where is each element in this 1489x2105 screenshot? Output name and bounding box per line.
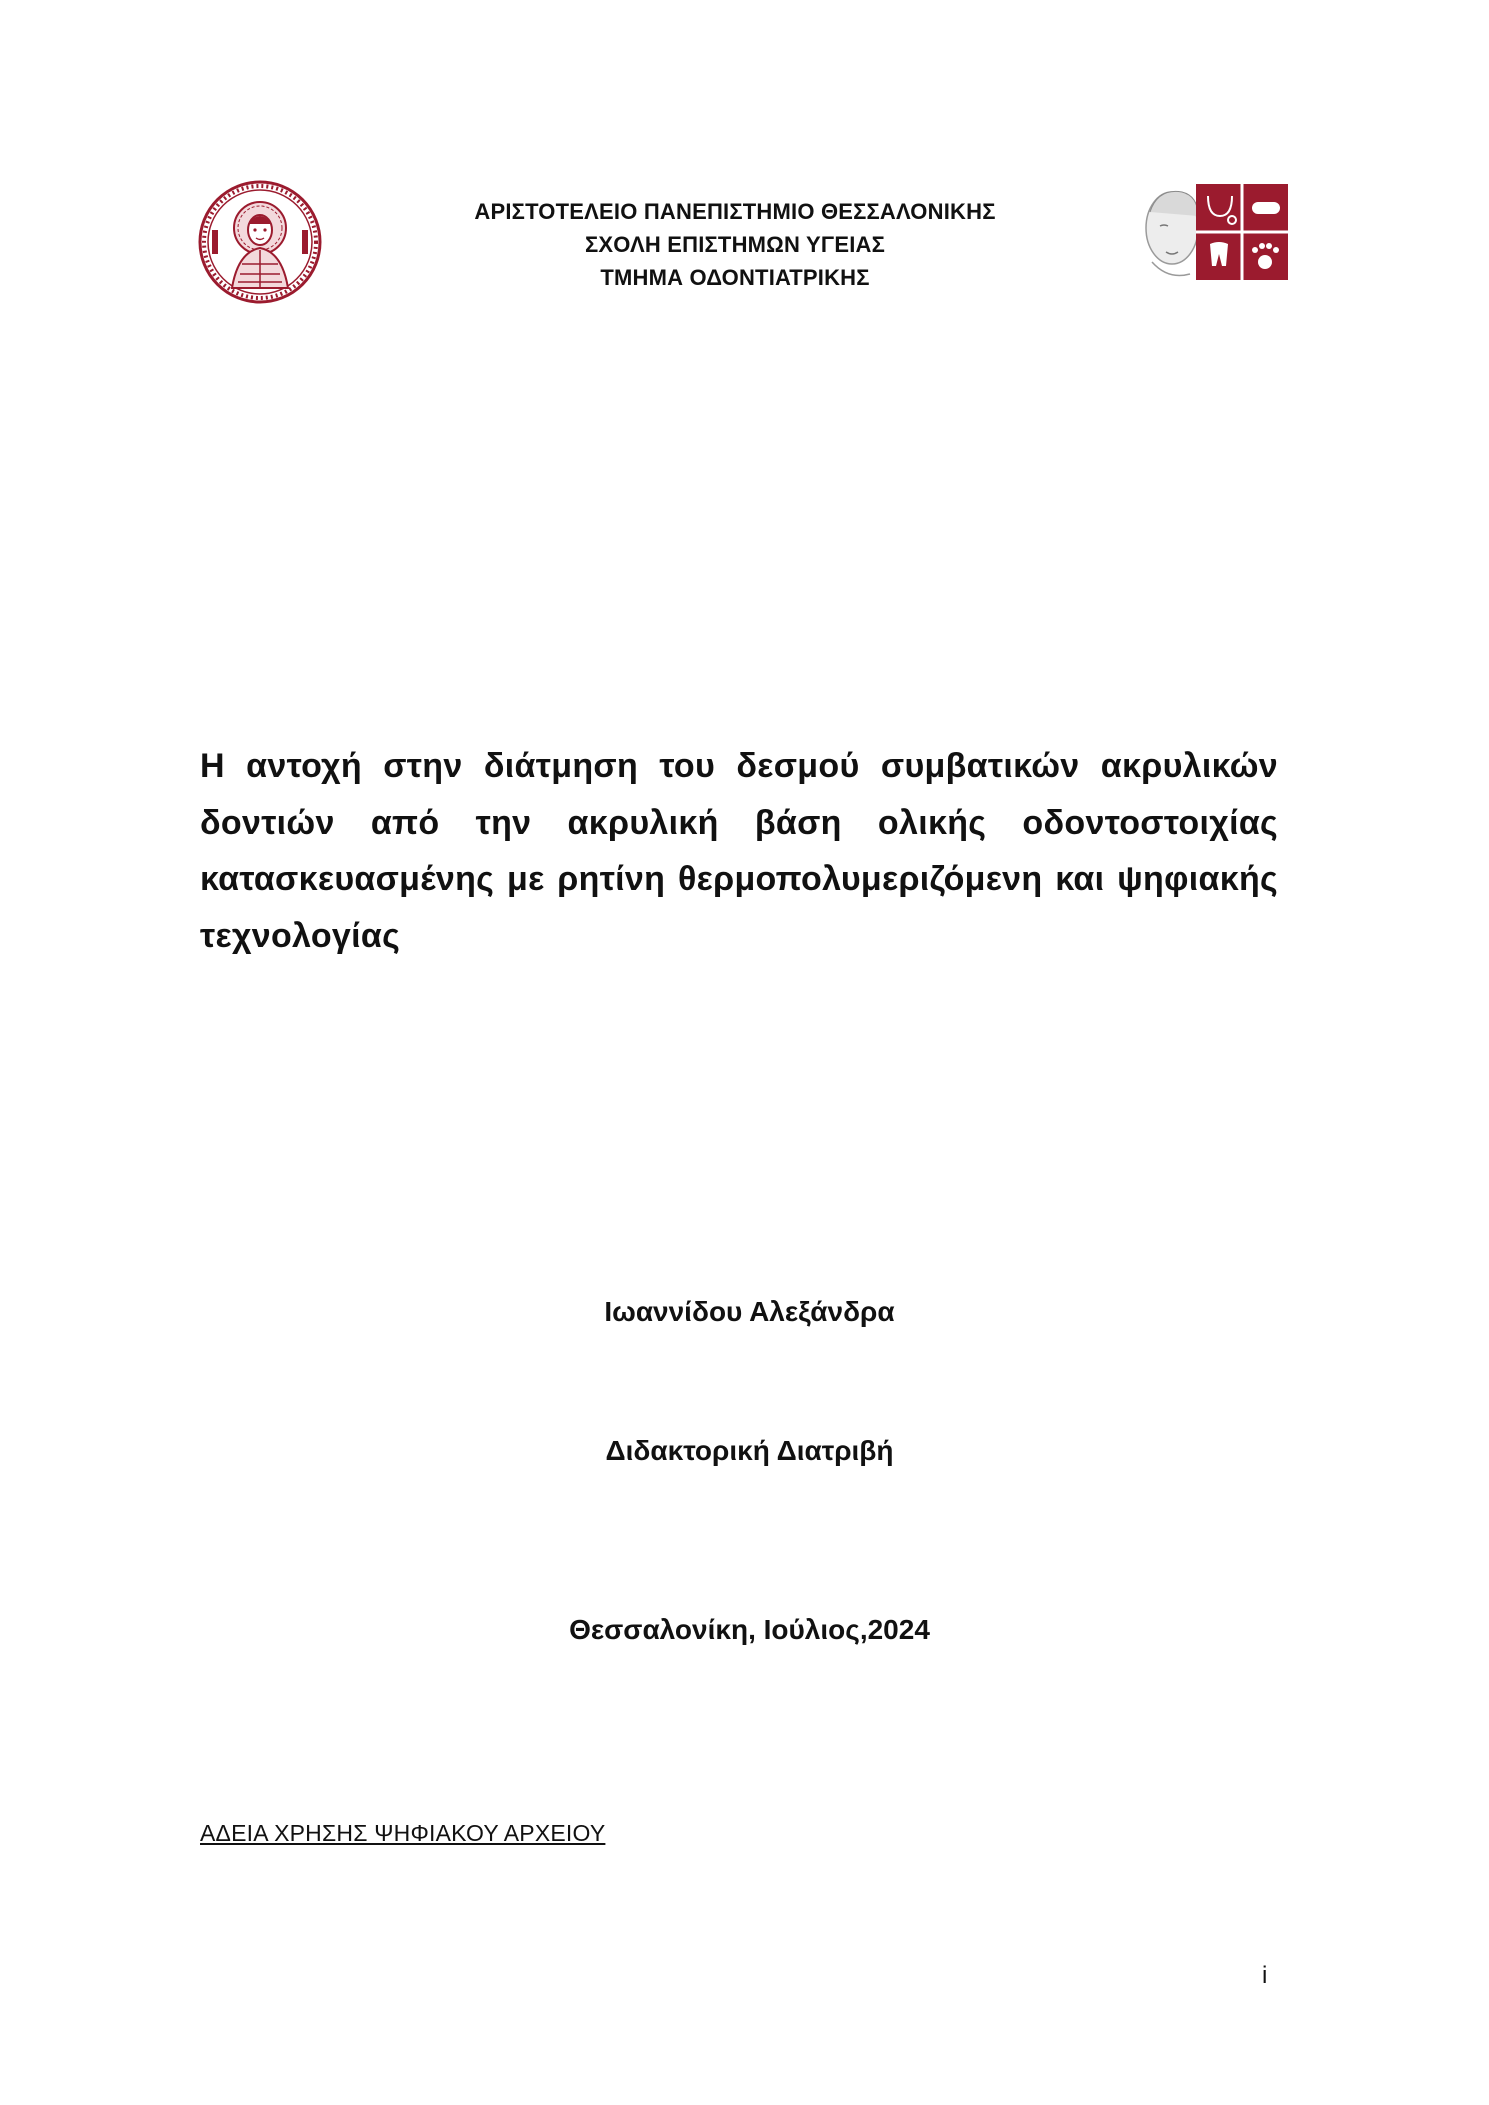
- place-date: Θεσσαλονίκη, Ιούλιος,2024: [569, 1614, 930, 1645]
- thesis-title: Η αντοχή στην διάτμηση του δεσμού συμβατικών ακρυλικών δοντιών από την ακρυλική βάση ολικής οδοντοστοιχίας κατασκευασμένης με ρητίνη θερμοπολυμεριζόμενη και ψηφιακής τεχνολογίας: [200, 747, 1278, 955]
- author-name: Ιωαννίδου Αλεξάνδρα: [604, 1296, 895, 1327]
- department-name: ΤΜΗΜΑ ΟΔΟΝΤΙΑΤΡΙΚΗΣ: [600, 265, 870, 290]
- degree-type: Διδακτορική Διατριβή: [605, 1435, 894, 1466]
- health-sciences-logo-icon: [1138, 182, 1290, 282]
- university-name: ΑΡΙΣΤΟΤΕΛΕΙΟ ΠΑΝΕΠΙΣΤΗΜΙΟ ΘΕΣΣΑΛΟΝΙΚΗΣ: [474, 199, 996, 224]
- university-seal-icon: [198, 180, 322, 304]
- page-number: i: [1262, 1962, 1268, 1989]
- license-link[interactable]: ΑΔΕΙΑ ΧΡΗΣΗΣ ΨΗΦΙΑΚΟΥ ΑΡΧΕΙΟΥ: [200, 1820, 606, 1846]
- school-name: ΣΧΟΛΗ ΕΠΙΣΤΗΜΩΝ ΥΓΕΙΑΣ: [584, 232, 885, 257]
- institution-header: [400, 195, 1070, 294]
